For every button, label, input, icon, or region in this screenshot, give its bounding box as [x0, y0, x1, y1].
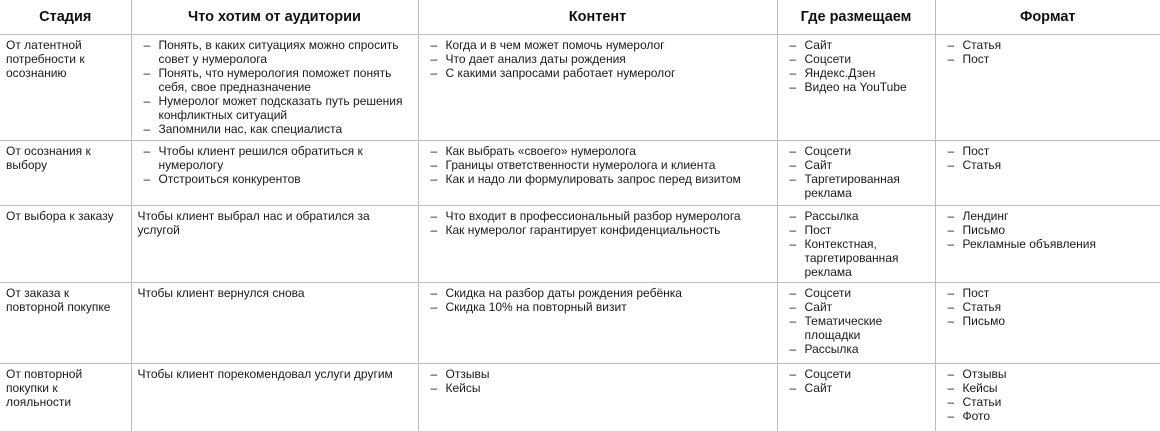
- format-cell: [935, 283, 1160, 364]
- dash-bullet: –: [790, 209, 797, 223]
- dash-bullet: –: [948, 237, 955, 251]
- stage-cell: От латентной потребности к осознанию: [0, 35, 131, 141]
- format-cell: [935, 35, 1160, 141]
- dash-bullet: –: [144, 172, 151, 186]
- header-stage: Стадия: [0, 0, 131, 35]
- dash-bullet: –: [948, 52, 955, 66]
- dash-bullet: –: [948, 367, 955, 381]
- dash-bullet: –: [431, 381, 438, 395]
- list-item: – Как и надо ли формулировать запрос перед визитом: [425, 172, 771, 186]
- list-item: – Понять, в каких ситуациях можно спросить совет у нумеролога: [138, 38, 412, 66]
- dash-bullet: –: [431, 144, 438, 158]
- table-row: [0, 141, 1160, 206]
- list-item: – Чтобы клиент решился обратиться к нумерологу: [138, 144, 412, 172]
- list-item: – Понять, что нумерология поможет понять себя, свое предназначение: [138, 66, 412, 94]
- list-item: – Границы ответственности нумеролога и клиента: [425, 158, 771, 172]
- dash-bullet: –: [790, 80, 797, 94]
- dash-bullet: –: [948, 209, 955, 223]
- audience-goal-cell: [131, 206, 418, 283]
- format-cell: [935, 141, 1160, 206]
- list-item: – Сайт: [784, 38, 929, 52]
- list-item: – Кейсы: [425, 381, 771, 395]
- dash-bullet: –: [948, 381, 955, 395]
- audience-goal-cell: [131, 364, 418, 431]
- dash-bullet: –: [790, 381, 797, 395]
- list-item: – Когда и в чем может помочь нумеролог: [425, 38, 771, 52]
- dash-bullet: –: [948, 38, 955, 52]
- placement-cell: [777, 35, 935, 141]
- audience-goal-cell: [131, 283, 418, 364]
- list-item: – Рассылка: [784, 342, 929, 356]
- dash-bullet: –: [431, 300, 438, 314]
- audience-goal-text: Чтобы клиент вернулся снова: [138, 286, 412, 300]
- audience-goal-cell: [131, 141, 418, 206]
- list-item: – Письмо: [942, 223, 1155, 237]
- list-item: – Нумеролог может подсказать путь решения конфликтных ситуаций: [138, 94, 412, 122]
- dash-bullet: –: [790, 367, 797, 381]
- list-item: – Сайт: [784, 300, 929, 314]
- dash-bullet: –: [790, 144, 797, 158]
- list-item: – Соцсети: [784, 367, 929, 381]
- list-item: – Как выбрать «своего» нумеролога: [425, 144, 771, 158]
- list-item: – Скидка 10% на повторный визит: [425, 300, 771, 314]
- list-item: – Пост: [942, 144, 1155, 158]
- list-item: – Отзывы: [425, 367, 771, 381]
- dash-bullet: –: [431, 209, 438, 223]
- table-row: [0, 283, 1160, 364]
- dash-bullet: –: [431, 223, 438, 237]
- list-item: – Сайт: [784, 158, 929, 172]
- dash-bullet: –: [431, 158, 438, 172]
- list-item: – Контекстная, таргетированная реклама: [784, 237, 929, 279]
- dash-bullet: –: [144, 122, 151, 136]
- dash-bullet: –: [144, 94, 151, 108]
- list-item: – Как нумеролог гарантирует конфиденциальность: [425, 223, 771, 237]
- list-item: – Таргетированная реклама: [784, 172, 929, 200]
- dash-bullet: –: [431, 367, 438, 381]
- dash-bullet: –: [948, 223, 955, 237]
- content-cell: [418, 364, 777, 431]
- dash-bullet: –: [790, 300, 797, 314]
- dash-bullet: –: [948, 300, 955, 314]
- dash-bullet: –: [948, 158, 955, 172]
- dash-bullet: –: [790, 286, 797, 300]
- list-item: – Соцсети: [784, 286, 929, 300]
- dash-bullet: –: [144, 144, 151, 158]
- dash-bullet: –: [144, 66, 151, 80]
- content-cell: [418, 283, 777, 364]
- list-item: – Кейсы: [942, 381, 1155, 395]
- stage-cell: От заказа к повторной покупке: [0, 283, 131, 364]
- stage-cell: От осознания к выбору: [0, 141, 131, 206]
- placement-cell: [777, 141, 935, 206]
- dash-bullet: –: [790, 342, 797, 356]
- list-item: – Скидка на разбор даты рождения ребёнка: [425, 286, 771, 300]
- stage-cell: От повторной покупки к лояльности: [0, 364, 131, 431]
- header-placement: Где размещаем: [777, 0, 935, 35]
- dash-bullet: –: [144, 38, 151, 52]
- dash-bullet: –: [431, 38, 438, 52]
- header-format: Формат: [935, 0, 1160, 35]
- format-cell: [935, 364, 1160, 431]
- list-item: – Лендинг: [942, 209, 1155, 223]
- audience-goal-text: Чтобы клиент выбрал нас и обратился за услугой: [138, 209, 412, 237]
- list-item: – Что входит в профессиональный разбор нумеролога: [425, 209, 771, 223]
- placement-cell: [777, 364, 935, 431]
- format-cell: [935, 206, 1160, 283]
- list-item: – Тематические площадки: [784, 314, 929, 342]
- list-item: – Пост: [784, 223, 929, 237]
- placement-cell: [777, 283, 935, 364]
- dash-bullet: –: [790, 158, 797, 172]
- list-item: – Соцсети: [784, 52, 929, 66]
- list-item: – Рассылка: [784, 209, 929, 223]
- dash-bullet: –: [948, 314, 955, 328]
- list-item: – Статьи: [942, 395, 1155, 409]
- list-item: – Отстроиться конкурентов: [138, 172, 412, 186]
- placement-cell: [777, 206, 935, 283]
- list-item: – Видео на YouTube: [784, 80, 929, 94]
- header-row: [0, 0, 1160, 35]
- stage-cell: От выбора к заказу: [0, 206, 131, 283]
- dash-bullet: –: [790, 52, 797, 66]
- dash-bullet: –: [948, 395, 955, 409]
- list-item: – Фото: [942, 409, 1155, 423]
- dash-bullet: –: [790, 66, 797, 80]
- list-item: – Отзывы: [942, 367, 1155, 381]
- header-audience-goal: Что хотим от аудитории: [131, 0, 418, 35]
- list-item: – Сайт: [784, 381, 929, 395]
- list-item: – Письмо: [942, 314, 1155, 328]
- content-cell: [418, 206, 777, 283]
- dash-bullet: –: [431, 52, 438, 66]
- dash-bullet: –: [431, 172, 438, 186]
- list-item: – Статья: [942, 158, 1155, 172]
- dash-bullet: –: [790, 172, 797, 186]
- list-item: – Что дает анализ даты рождения: [425, 52, 771, 66]
- dash-bullet: –: [948, 409, 955, 423]
- list-item: – Статья: [942, 300, 1155, 314]
- header-content: Контент: [418, 0, 777, 35]
- audience-goal-cell: [131, 35, 418, 141]
- audience-goal-text: Чтобы клиент порекомендовал услуги другим: [138, 367, 412, 381]
- dash-bullet: –: [790, 314, 797, 328]
- table-row: [0, 206, 1160, 283]
- list-item: – Соцсети: [784, 144, 929, 158]
- dash-bullet: –: [790, 38, 797, 52]
- dash-bullet: –: [790, 223, 797, 237]
- dash-bullet: –: [431, 286, 438, 300]
- list-item: – Статья: [942, 38, 1155, 52]
- list-item: – Пост: [942, 286, 1155, 300]
- content-cell: [418, 141, 777, 206]
- dash-bullet: –: [948, 286, 955, 300]
- table-row: [0, 364, 1160, 431]
- list-item: – Пост: [942, 52, 1155, 66]
- dash-bullet: –: [790, 237, 797, 251]
- table-row: [0, 35, 1160, 141]
- list-item: – Рекламные объявления: [942, 237, 1155, 251]
- dash-bullet: –: [948, 144, 955, 158]
- list-item: – Яндекс.Дзен: [784, 66, 929, 80]
- dash-bullet: –: [431, 66, 438, 80]
- list-item: – Запомнили нас, как специалиста: [138, 122, 412, 136]
- content-cell: [418, 35, 777, 141]
- list-item: – С какими запросами работает нумеролог: [425, 66, 771, 80]
